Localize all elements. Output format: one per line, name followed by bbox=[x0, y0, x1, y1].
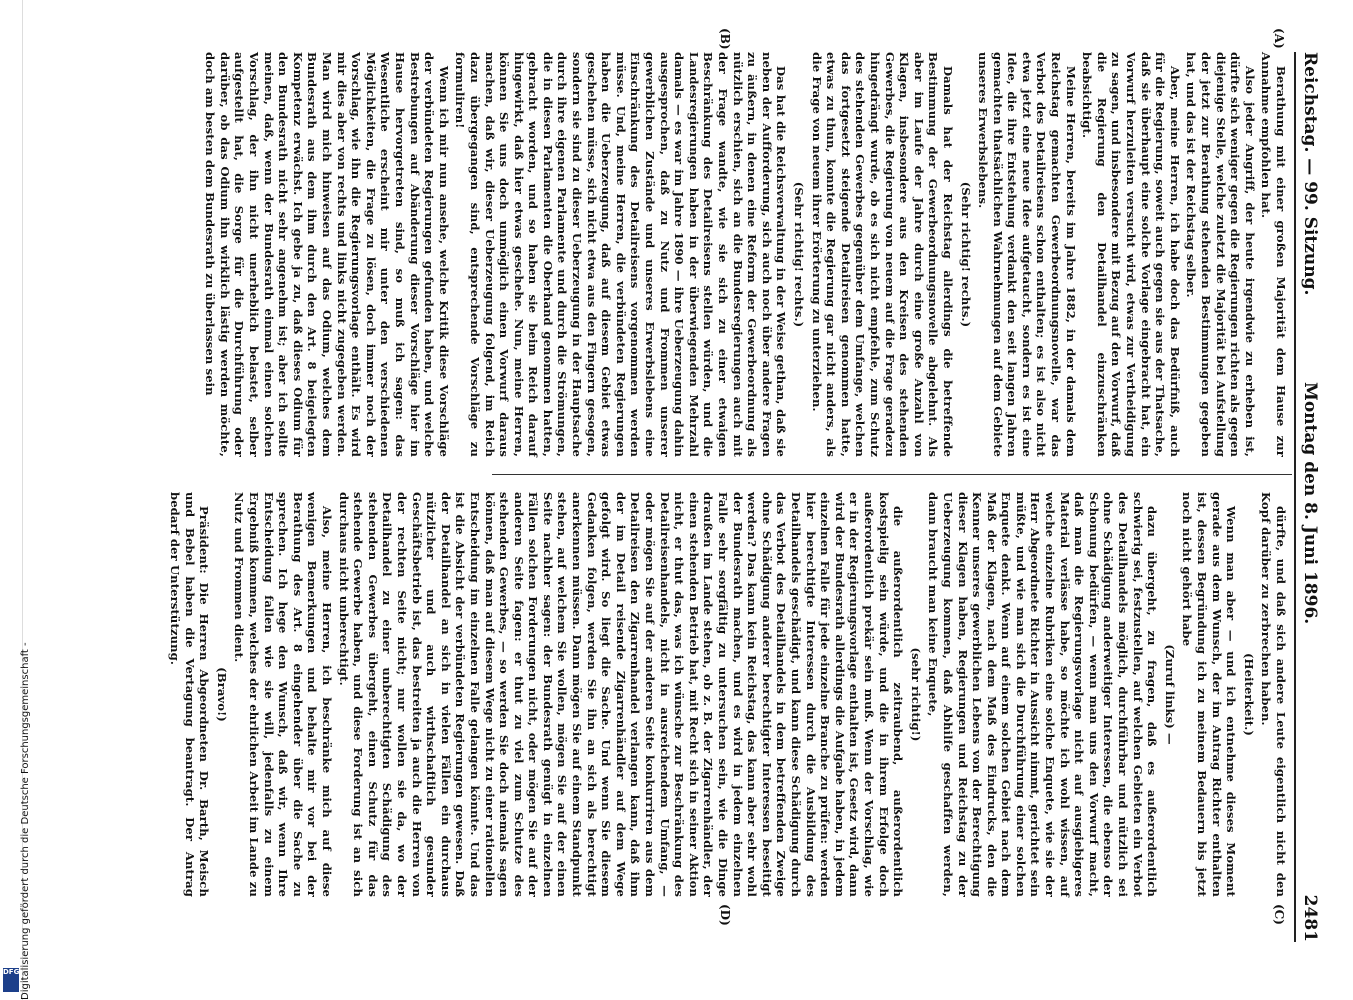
paragraph: Das hat die Reichsverwaltung in der Weise gethan, daß sie neben der Aufforderung, sich auch noch über andere Fragen zu äußern, in denen eine Reform der Gewerbeordnung als nützlich erschien, sich an die Bundesregierungen auch mit der Frage wandte, wie sie sich zu einer etwaigen Beschränkung des Detailreisens stellen würden, und die Landesregierungen haben in der überwiegenden Mehrzahl damals — es war im Jahre 1890 — ihre Ueberzeugung dahin ausgesprochen, daß zu Nutz und Frommen unserer gewerblichen Zustände und unseres Erwerbslebens eine Einschränkung des Detailreisens vorgenommen werden müsse. Und, meine Herren, die verbündeten Regierungen haben die Ueberzeugung, daß auf diesem Gebiet etwas geschehen müsse, sich nicht etwa aus den Fingern gesogen, sondern sie sind zu dieser Ueberzeugung in der Hauptsache durch ihre eigenen Parlamente und durch die Strömungen, die in diesen Parlamenten die Oberhand genommen hatten, gebracht worden, und so haben sie beim Reich darauf hingewirkt, daß hier etwas geschehe. Nun, meine Herren, können Sie uns doch unmöglich einen Vorwurf daraus machen, daß wir, dieser Ueberzeugung folgend, im Reich dazu übergegangen sind, entsprechende Vorschläge zu formuliren! bbox=[453, 52, 789, 457]
interjection: (Sehr richtig! rechts.) bbox=[792, 181, 806, 328]
paragraph: Meine Herren, bereits im Jahre 1882, in der damals dem Reichstag gemachten Gewerbeordnungsnovelle, war das Verbot des Detailreisens schon enthalten; es ist also nicht etwa jetzt eine neue Idee aufgetaucht, sondern es ist eine Idee, die ihre Entstehung verdankt den seit langen Jahren gemachten thatsächlichen Wahrnehmungen auf dem Gebiete unseres Erwerbslebens. bbox=[976, 52, 1078, 457]
dfg-logo: DFG bbox=[3, 968, 19, 992]
interjection: (Heiterkeit.) bbox=[1241, 652, 1256, 737]
paragraph: Präsident: Die Herren Abgeordneten Dr. Barth, Meisch und Bebel haben die Vertagung beantragt. Der Antrag bedarf der Unterstützung. bbox=[168, 492, 212, 897]
interjection: (sehr richtig!) bbox=[908, 647, 923, 742]
column-divider bbox=[492, 474, 1292, 475]
paragraph: Wenn man aber — und ich entnehme dieses Moment gerade aus dem Wunsch, der im Antrag Richter enthalten ist, dessen Begründung ich zu meinem Bedauern bis jetzt noch nicht gehört habe bbox=[1180, 492, 1239, 897]
margin-mark-b: (B) bbox=[718, 28, 732, 50]
paragraph: dürfte, und daß sich andere Leute eigentlich nicht den Kopf darüber zu zerbrechen haben. bbox=[1259, 492, 1288, 897]
interjection: (Sehr richtig! rechts.) bbox=[958, 181, 973, 328]
paragraph: Aber, meine Herren, ich habe doch das Bedürfniß, auch für die Regierung, soweit auch gegen sie aus der Thatsache, daß sie überhaupt eine solche Vorlage eingebracht hat, ein Vorwurf herzuleiten versucht wird, etwas zur Vertheidigung zu sagen, und insbesondere mit Bezug auf den Vorwurf, daß die Regierung den Detailhandel einzuschränken beabsichtigt. bbox=[1080, 52, 1182, 457]
paragraph: die außerordentlich zeitraubend, außerordentlich kostspielig sein würde, und die in ihrem Erfolge doch außerordentlich prekär sein muß. Wenn der Vorschlag, wie er in der Regierungsvorlage enthalten ist, Gesetz wird, dann wird der Bundesrath allerdings die Aufgabe haben, in jedem einzelnen Falle für jede einzelne Branche zu prüfen: werden hier berechtigte Interessen durch die Ausbildung des Detailhandels geschädigt, und kann diese Schädigung durch das Verbot des Detailhandels in dem betreffenden Zweige ohne Schädigung anderer berechtigter Interessen beseitigt werden? Das kann kein Reichstag, das kann aber sehr wohl der Bundesrath machen, und es wird in jedem einzelnen Falle sehr sorgfältig zu untersuchen sein, wie die Dinge draußen im Lande stehen, ob z. B. der Zigarrenhändler, der einen stehenden Betrieb hat, mit Recht sich in seiner Aktion nicht, er thut das, was ich wünsche zur Beschränkung des Detailreisenhandels, nicht in ausreichendem Umfang, — oder mögen Sie auf der anderen Seite konkurriren aus dem Detailreisen den Zigarrenhandel verlangen kann, daß ihm der im Detail reisende Zigarrenhändler auf dem Wege gefolgt wird. So liegt die Sache. Und wenn Sie diesem Gedanken folgen, werden Sie ihn an sich als berechtigt anerkennen müssen. Dann mögen Sie auf einem Standpunkt stehen, auf welchem Sie wollen, mögen Sie auf der einen Seite nachher sagen: der Bundesrath genügt in einzelnen Fällen solchen Forderungen nicht, oder mögen Sie auf der anderen Seite fagen: er thut zu viel zum Schutze des stehenden Gewerbes, — so werden Sie doch niemals sagen können, daß man auf diesem Wege nicht zu einer rationellen Entscheidung im einzelnen Falle gelangen könnte. Und das ist die Absicht der verbündeten Regierungen gewesen. Daß der Detailhandel an sich in vielen Fällen ein durchaus nützlicher und auch wirthschaftlich gesunder Geschäftsbetrieb ist, das bestreiten ja auch die Herren von der rechten Seite nicht; nur wollen sie da, wo der Detailhandel zu einer unberechtigten Schädigung des stehenden Gewerbes übergeht, einen Schutz für das stehende Gewerbe haben, und diese Forderung ist an sich durchaus nicht unberechtigt. bbox=[336, 492, 906, 897]
paragraph: Damals hat der Reichstag allerdings die betreffende Bestimmung der Gewerbeordnungsnovelle abgelehnt. Als aber im Laufe der Jahre durch eine große Anzahl von Klagen, insbesondere aus den Kreisen des stehenden Gewerbes, die Regierung von neuem auf die Frage geradezu hingedrängt wurde, ob es sich nicht empfehle, zum Schutz des stehenden Gewerbes gegenüber dem Umfange, welchen das fortgesetzt steigende Detailreisen genommen hatte, etwas zu thun, konnte die Regierung gar nicht anders, als die Frage von neuem ihrer Erörterung zu unterziehen. bbox=[809, 52, 955, 457]
margin-mark-c: (C) bbox=[1272, 904, 1286, 925]
header-rule bbox=[1294, 52, 1296, 942]
page-header-date: Montag den 8. Juni 1896. bbox=[1300, 382, 1320, 625]
paragraph: Also jeder Angriff, der heute irgendwie zu erheben ist, dürfte sich weniger gegen die Regierungen richten als gegen diejenige Stelle, welche zuletzt die Majorität bei Aufstellung der jetzt zur Berathung stehenden Bestimmungen gegeben hat, und das ist der Reichstag selber. bbox=[1184, 52, 1257, 457]
paragraph: dazu übergeht, zu fragen, daß es außerordentlich schwierig sei, festzustellen, auf welchen Gebieten ein Verbot des Detailhandels möglich, durchführbar und nützlich sei ohne Schädigung anderweitiger Interessen, die ebenso der Schonung bedürfen, — wenn man uns den Vorwurf macht, daß man die Regierungsvorlage nicht auf ausgiebigeres Material verlässe habe, so möchte ich wohl wissen, auf welche einzelne Rubriken eine solche Enquete, wie sie der Herr Abgeordnete Richter in Aussicht nimmt, gerichtet sein müßte, und wie man sich die Durchführung einer solchen Enquete denkt. Wenn auf einem solchen Gebiet nach dem Maß der Klagen, nach dem Maß des Eindrucks, den die Kenner unseres gewerblichen Lebens von der Berechtigung dieser Klagen haben, Regierungen und Reichstag zu der Ueberzeugung kommen, daß Abhilfe geschaffen werden, dann braucht man keine Enquete, bbox=[926, 492, 1160, 897]
paragraph: Wenn ich mir nun ansehe, welche Kritik diese Vorschläge der verbündeten Regierungen gefunden haben, und welche Bestrebungen auf Abänderung dieser Vorschläge hier im Hause hervorgetreten sind, so muß ich sagen: das Wesentliche erscheint mir unter den verschiedenen Möglichkeiten, die Frage zu lösen, doch immer noch der Vorschlag, wie ihn die Regierungsvorlage enthält. Es wird mir dies aber von rechts und links nicht zugegeben werden. Man wird mich hinweisen auf das Odium, welches dem Bundesrath aus dem ihm durch den Art. 8 beigelegten Kompetenz erwächst. Ich gebe ja zu, daß dieses Odium für den Bundesrath nicht sehr angenehm ist; aber ich sollte meinen, daß, wenn der Bundesrath einmal einen solchen Vorschlag, der ihn nicht unerheblich belastet, selber aufgestellt hat, die Sorge für die Durchführung oder darüber, ob das Odium ihn wirklich lästig werden möchte, doch am besten dem Bundesrath zu überlassen sein bbox=[203, 52, 451, 457]
digitization-credit: Digitalisierung gefördert durch die Deutsche Forschungsgemeinschaft - bbox=[20, 642, 31, 1000]
margin-mark-d: (D) bbox=[718, 904, 732, 926]
margin-mark-a: (A) bbox=[1272, 28, 1286, 49]
paragraph: Berathung mit einer großen Majorität dem Hause zur Annahme empfohlen hat. bbox=[1259, 52, 1288, 457]
page-header-session: Reichstag. — 99. Sitzung. bbox=[1300, 52, 1320, 296]
interjection: (Bravo!) bbox=[214, 667, 229, 722]
interjection: (Zuruf links) — bbox=[1162, 644, 1177, 745]
rotated-document-page bbox=[70, 28, 1320, 962]
digitization-footer bbox=[0, 0, 31, 1000]
page-number: 2481 bbox=[1300, 894, 1320, 942]
right-text-column bbox=[168, 492, 1288, 897]
left-text-column bbox=[203, 52, 1288, 457]
paragraph: Also, meine Herren, ich beschränke mich auf diese wenigen Bemerkungen und behalte mir vor bei der Berathung des Art. 8 eingehender über die Sache zu sprechen. Ich hege den Wunsch, daß wir, wenn Ihre Entscheidung fallen wie sie will, jedenfalls zu einem Ergebniß kommen, welches der ehrlichen Arbeit im Lande zu Nutz und Frommen dient. bbox=[232, 492, 334, 897]
